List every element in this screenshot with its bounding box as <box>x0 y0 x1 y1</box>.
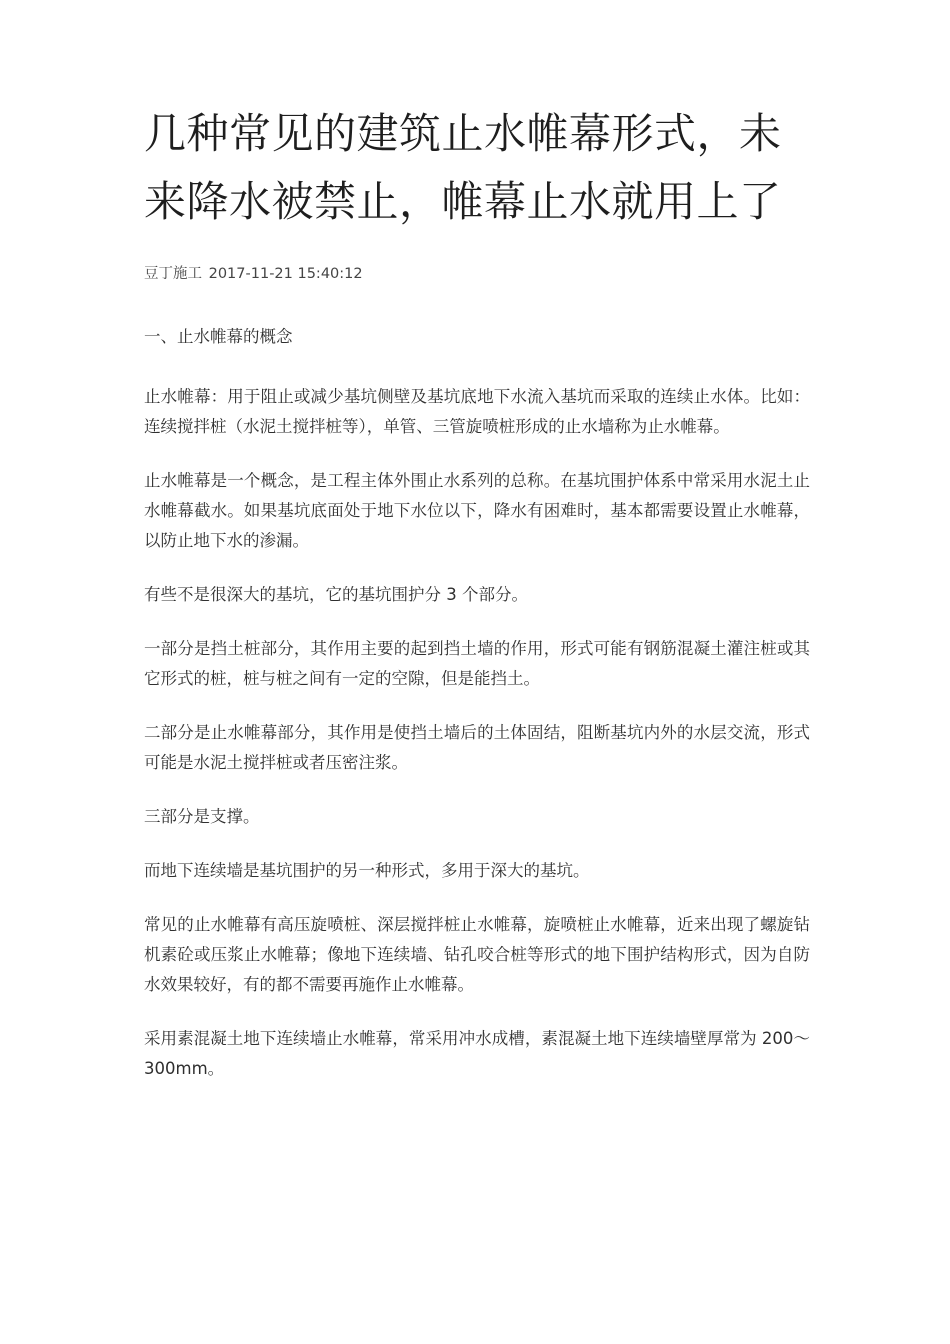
article-meta <box>144 264 810 284</box>
paragraph: 有些不是很深大的基坑，它的基坑围护分 3 个部分。 <box>144 585 528 604</box>
paragraph: 止水帷幕是一个概念，是工程主体外围止水系列的总称。在基坑围护体系中常采用水泥土止水帷幕截水。如果基坑底面处于地下水位以下，降水有困难时，基本都需要设置止水帷幕，以防止地下水的渗漏。 <box>144 471 810 550</box>
section-heading: 一、止水帷幕的概念 <box>144 327 293 346</box>
paragraph: 而地下连续墙是基坑围护的另一种形式，多用于深大的基坑。 <box>144 861 590 880</box>
paragraph: 常见的止水帷幕有高压旋喷桩、深层搅拌桩止水帷幕，旋喷桩止水帷幕，近来出现了螺旋钻机素砼或压浆止水帷幕；像地下连续墙、钻孔咬合桩等形式的地下围护结构形式，因为自防水效果较好，有的都不需要再施作止水帷幕。 <box>144 915 810 994</box>
article-author: 豆丁施工 <box>144 266 202 282</box>
paragraph: 二部分是止水帷幕部分，其作用是使挡土墙后的土体固结，阻断基坑内外的水层交流，形式可能是水泥土搅拌桩或者压密注浆。 <box>144 723 810 772</box>
article-title: 几种常见的建筑止水帷幕形式，未来降水被禁止，帷幕止水就用上了 <box>144 109 782 226</box>
paragraph: 采用素混凝土地下连续墙止水帷幕，常采用冲水成槽，素混凝土地下连续墙壁厚常为 200～300mm。 <box>144 1029 810 1078</box>
paragraph: 三部分是支撑。 <box>144 807 260 826</box>
paragraph: 一部分是挡土桩部分，其作用主要的起到挡土墙的作用，形式可能有钢筋混凝土灌注桩或其它形式的桩，桩与桩之间有一定的空隙，但是能挡土。 <box>144 639 810 688</box>
document-page <box>144 100 810 1084</box>
article-datetime: 2017-11-21 15:40:12 <box>208 266 363 282</box>
paragraph: 止水帷幕：用于阻止或减少基坑侧壁及基坑底地下水流入基坑而采取的连续止水体。比如：连续搅拌桩（水泥土搅拌桩等），单管、三管旋喷桩形成的止水墙称为止水帷幕。 <box>144 387 810 436</box>
